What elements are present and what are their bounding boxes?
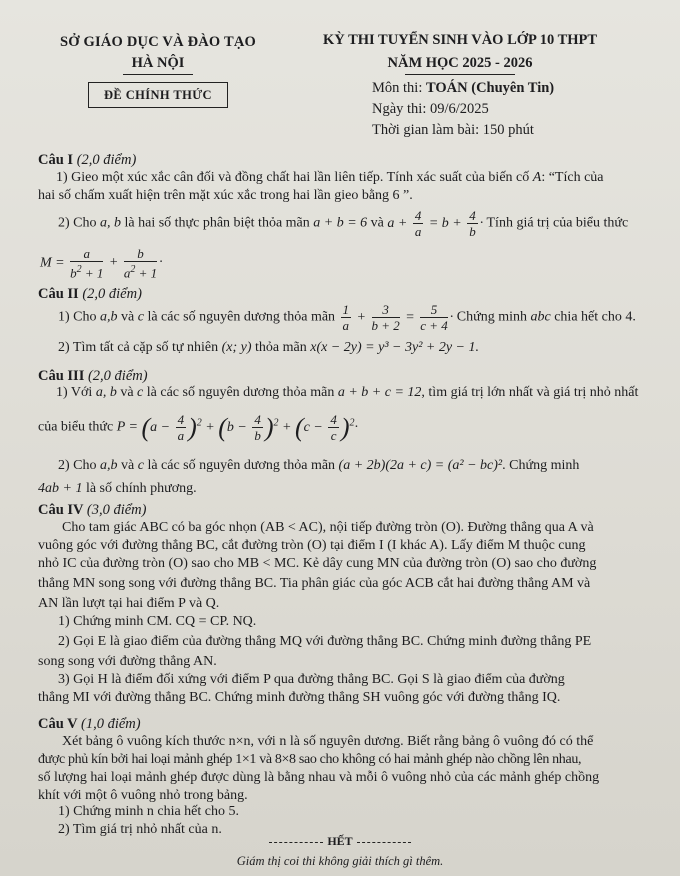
exam-date: Ngày thi: 09/6/2025 (372, 101, 489, 117)
subject-name: TOÁN (Chuyên Tin) (425, 80, 555, 96)
q3-part2-line2: 4ab + 1 là số chính phương. (38, 481, 197, 496)
exam-title: KỲ THI TUYỂN SINH VÀO LỚP 10 THPT (322, 32, 598, 48)
q2-fraction-equation: $\frac{1}{a}$ + $\frac{3}{b + 2}$ = $\frac{5}{c + 4}$ · (342, 302, 454, 333)
q1-equation: a + $\frac{4}{a}$ = b + $\frac{4}{b}$ · (387, 208, 484, 239)
department-name: SỞ GIÁO DỤC VÀ ĐÀO TẠO (59, 34, 256, 50)
q1-title: Câu I (2,0 điểm) (38, 152, 137, 168)
q4-title: Câu IV (3,0 điểm) (38, 502, 147, 518)
q5-part1: 1) Chứng minh n chia hết cho 5. (58, 804, 240, 819)
official-stamp-box: ĐỀ CHÍNH THỨC (88, 82, 228, 108)
q3-part2-line1: 2) Cho a,b và c là các số nguyên dương thỏa mãn (a + 2b)(2a + c) = (a² − bc)². Chứng minh (58, 458, 580, 473)
q1-part2-line: 2) Cho a, b là hai số thực phân biệt thỏa mãn a + b = 6 và a + $\frac{4}{a}$ = b + $\frac{4}{b}$ · Tính giá trị của biểu thức (58, 208, 629, 239)
end-marker (0, 834, 680, 849)
end-text: HẾT (327, 834, 353, 848)
q3-part1-line2: của biểu thức P = (a − $\frac{4}{a}$ )$^2$ + (b − $\frac{4}{b}$ )$^2$ + (c − $\frac{4}{c}$ )$^2$· (38, 412, 358, 443)
q3-title: Câu III (2,0 điểm) (38, 368, 148, 384)
proctor-note: Giám thị coi thi không giải thích gì thêm. (236, 854, 444, 868)
q5-part2: 2) Tìm giá trị nhỏ nhất của n. (58, 822, 222, 837)
header-right (280, 32, 640, 75)
end-dash-left (269, 842, 323, 843)
q1-part1-line1: 1) Gieo một xúc xắc cân đối và đồng chất hai lần liên tiếp. Tính xác suất của biến cố A: “Tích của (56, 170, 604, 185)
q4-part1: 1) Chứng minh CM. CQ = CP. NQ. (58, 614, 257, 629)
exam-info (372, 78, 554, 141)
school-year: NĂM HỌC 2025 - 2026 (387, 55, 533, 71)
q1-part1-line2: hai số chấm xuất hiện trên mặt xúc xắc trong hai lần gieo bằng 6 ”. (38, 188, 413, 203)
q4-text-line1: Cho tam giác ABC có ba góc nhọn (AB < AC), nội tiếp đường tròn (O). Đường thẳng qua A và (62, 520, 594, 535)
q4-text-line3: nhỏ IC của đường tròn (O) sao cho MB < MC. Kẻ dây cung MN của đường tròn (O) sao cho đường (38, 556, 597, 571)
subject-line (372, 78, 554, 99)
q2-part2-line: 2) Tìm tất cả cặp số tự nhiên (x; y) thỏa mãn x(x − 2y) = y³ − 3y² + 2y − 1. (58, 340, 480, 355)
q4-text-line4: thẳng MN song song với đường thẳng BC. Tia phân giác của góc ACB cắt hai đường thẳng AM và (38, 576, 591, 591)
header-left (38, 34, 278, 75)
city-name: HÀ NỘI (131, 55, 185, 71)
year-underline (405, 74, 515, 75)
q4-text-line5: AN lần lượt tại hai điểm P và Q. (38, 596, 220, 611)
q1-expression-m: M = $\frac{a}{b^2 + 1}$ + $\frac{b}{a^2 + 1}$ · (40, 246, 163, 281)
q4-part2-line2: song song với đường thẳng AN. (38, 654, 217, 669)
q3-part1-line1: 1) Với a, b và c là các số nguyên dương thỏa mãn a + b + c = 12, tìm giá trị lớn nhất và giá trị nhỏ nhất (56, 385, 639, 400)
q5-title: Câu V (1,0 điểm) (38, 716, 141, 732)
end-dash-right (357, 842, 411, 843)
q5-text-line1: Xét bảng ô vuông kích thước n×n, với n là số nguyên dương. Biết rằng bảng ô vuông đó có thể (62, 734, 594, 749)
subject-label: Môn thi: (372, 80, 426, 96)
city-underline (123, 74, 193, 75)
q4-part2-line1: 2) Gọi E là giao điểm của đường thẳng MQ với đường thẳng BC. Chứng minh đường thẳng PE (58, 634, 592, 649)
q4-part3-line1: 3) Gọi H là điểm đối xứng với điểm P qua đường thẳng BC. Gọi S là giao điểm của đường (58, 672, 565, 687)
q5-text-line4: khít với một ô vuông nhỏ trong bảng. (38, 788, 248, 803)
q4-text-line2: vuông góc với đường thẳng BC, cắt đường tròn (O) tại điểm I (I khác A). Lấy điểm M thuộc cung (38, 538, 586, 553)
q2-part1-line: 1) Cho a,b và c là các số nguyên dương thỏa mãn $\frac{1}{a}$ + $\frac{3}{b + 2}$ = $\frac{5}{c + 4}$ · Chứng minh abc chia hết cho 4. (58, 302, 636, 333)
q4-part3-line2: thẳng MI với đường thẳng BC. Chứng minh đường thẳng SH vuông góc với đường thẳng IQ. (38, 690, 561, 705)
q5-text-line3: số lượng hai loại mảnh ghép được dùng là bằng nhau và mỗi ô vuông nhỏ của các mảnh ghép chồng (38, 770, 600, 785)
q3-expression-p: (a − $\frac{4}{a}$ )$^2$ + (b − $\frac{4}{b}$ )$^2$ + (c − $\frac{4}{c}$ )$^2$· (141, 412, 358, 443)
exam-duration: Thời gian làm bài: 150 phút (372, 122, 534, 138)
q5-text-line2: được phủ kín bởi hai loại mảnh ghép 1×1 và 8×8 sao cho không có hai mảnh ghép nào chồng lên nhau, (38, 752, 582, 767)
q2-title: Câu II (2,0 điểm) (38, 286, 142, 302)
